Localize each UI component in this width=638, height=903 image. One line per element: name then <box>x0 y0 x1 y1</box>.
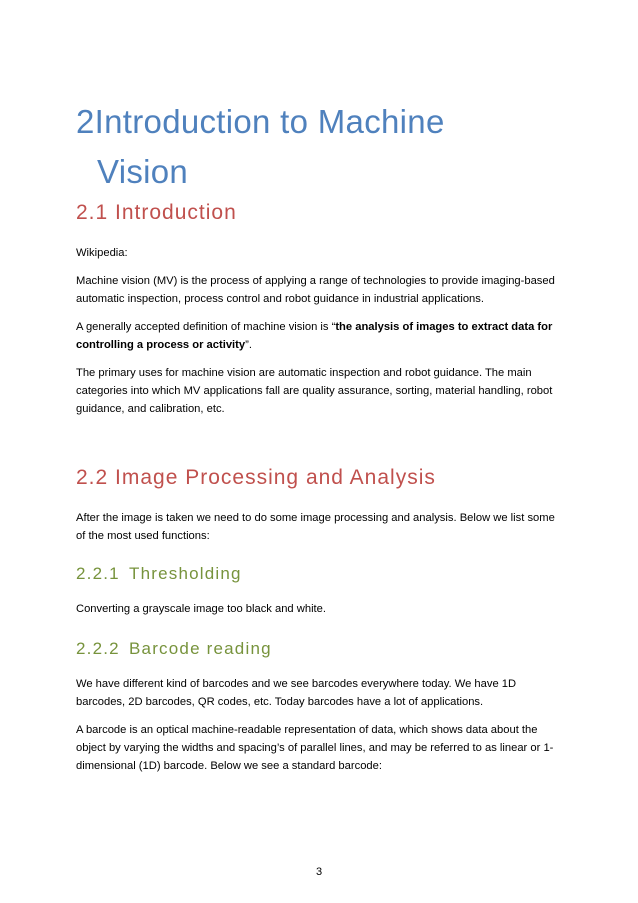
subsection-title: Thresholding <box>129 564 242 583</box>
paragraph-accepted-definition <box>76 318 566 354</box>
paragraph-mv-definition: Machine vision (MV) is the process of applying a range of technologies to provide imaging-based automatic inspection, process control and robot guidance in industrial applications. <box>76 275 555 305</box>
paragraph-primary-uses: The primary uses for machine vision are automatic inspection and robot guidance. The main categories into which MV applications fall are quality assurance, sorting, material handling, robot guidance, and calibration, etc. <box>76 367 553 415</box>
subsection-title: Barcode reading <box>129 639 272 658</box>
subsection-heading-2-2-1 <box>76 563 242 585</box>
chapter-title-line1: Introduction to Machine <box>94 103 445 140</box>
source-label: Wikipedia: <box>76 247 128 259</box>
section-heading-2-1: 2.1 Introduction <box>76 201 237 224</box>
definition-bold: the analysis of images to extract data for controlling a process or activity <box>76 321 553 351</box>
paragraph-image-processing: After the image is taken we need to do some image processing and analysis. Below we list some of the most used functions: <box>76 512 555 542</box>
paragraph-thresholding: Converting a grayscale image too black and white. <box>76 603 326 615</box>
subsection-number: 2.2.2 <box>76 639 120 658</box>
paragraph-barcode-definition: A barcode is an optical machine-readable representation of data, which shows data about the object by varying the widths and spacing’s of parallel lines, and may be referred to as linear or 1-dimensional (1D) barcode. Below we see a standard barcode: <box>76 724 554 772</box>
section-heading-2-2: 2.2 Image Processing and Analysis <box>76 466 436 489</box>
chapter-heading <box>76 97 546 197</box>
subsection-number: 2.2.1 <box>76 564 120 583</box>
chapter-title-line2: Vision <box>97 153 189 190</box>
paragraph-barcodes-kinds: We have different kind of barcodes and we see barcodes everywhere today. We have 1D barcodes, 2D barcodes, QR codes, etc. Today barcodes have a lot of applications. <box>76 678 517 708</box>
page-number: 3 <box>315 866 323 878</box>
definition-end: ”. <box>245 339 252 351</box>
chapter-number: 2 <box>76 103 95 140</box>
subsection-heading-2-2-2 <box>76 638 272 660</box>
definition-intro: A generally accepted definition of machine vision is “ <box>76 321 336 333</box>
